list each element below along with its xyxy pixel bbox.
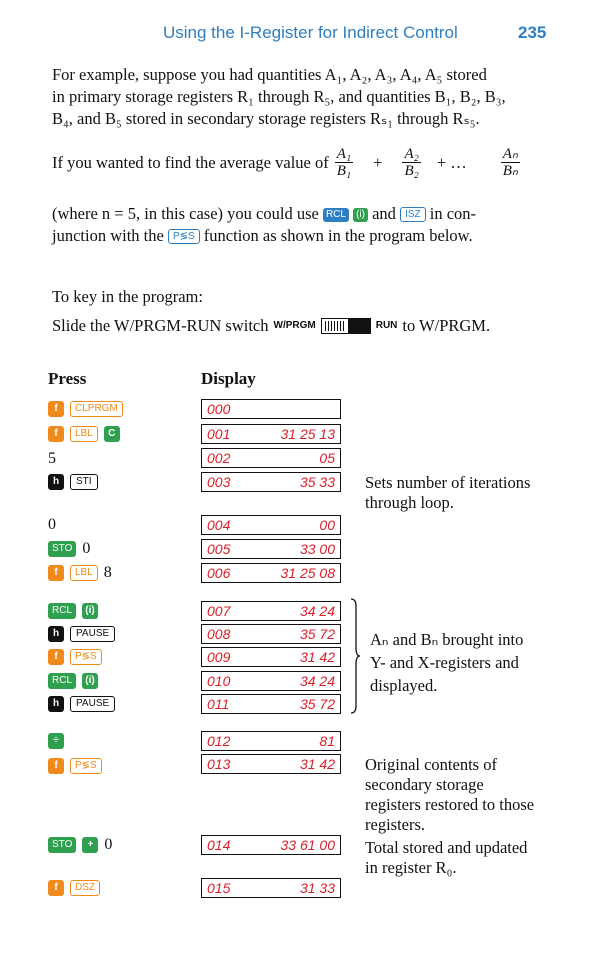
fraction-n: $\frac{\text{Aₙ}}{\text{Bₙ}}$ xyxy=(502,146,518,179)
f-key: f xyxy=(48,426,64,442)
p-s-key: P≶S xyxy=(168,229,200,244)
i-key: (i) xyxy=(82,673,98,689)
display-row-16: 015 31 33 xyxy=(201,878,341,898)
digit-0: 0 xyxy=(104,836,113,853)
fraction-2: $\frac{\text{A₂}}{\text{B₂}}$ xyxy=(404,146,419,179)
display-row-5: 004 00 xyxy=(201,515,341,535)
press-row-14 xyxy=(48,756,102,776)
plus-sign: + xyxy=(373,152,383,172)
display-row-6: 005 33 00 xyxy=(201,539,341,559)
press-row-3 xyxy=(48,449,56,469)
note-total: Total stored and updated in register R₀. xyxy=(365,838,528,877)
sto-key: STO xyxy=(48,541,76,557)
f-key: f xyxy=(48,758,64,774)
c-key: C xyxy=(104,426,120,442)
page-number: 235 xyxy=(518,23,547,42)
digit-0: 0 xyxy=(48,516,56,533)
display-row-11: 010 34 24 xyxy=(201,671,341,691)
running-header-title: Using the I-Register for Indirect Control xyxy=(163,23,458,42)
display-row-2: 001 31 25 13 xyxy=(201,424,341,444)
press-row-4 xyxy=(48,472,98,492)
where-line-1: (where n = 5, in this case) you could use RCL (i) and ISZ in con- xyxy=(52,204,477,223)
h-key: h xyxy=(48,626,64,642)
display-row-4: 003 35 33 xyxy=(201,472,341,492)
intro-line-2: in primary storage registers R₁ through R₅, and quantities B₁, B₂, B₃, xyxy=(52,87,506,106)
p-s-key: P≶S xyxy=(70,758,102,774)
press-row-7 xyxy=(48,563,112,583)
note-iterations: Sets number of iterations through loop. xyxy=(365,473,531,512)
display-row-7: 006 31 25 08 xyxy=(201,563,341,583)
display-row-13: 012 81 xyxy=(201,731,341,751)
sto-key: STO xyxy=(48,837,76,853)
f-key: f xyxy=(48,880,64,896)
clprgm-key: CLPRGM xyxy=(70,401,123,417)
display-row-1: 000 xyxy=(201,399,341,419)
display-row-8: 007 34 24 xyxy=(201,601,341,621)
press-row-16 xyxy=(48,878,100,898)
rcl-key: RCL xyxy=(323,208,349,222)
i-key: (i) xyxy=(353,208,368,222)
press-row-10 xyxy=(48,647,102,667)
f-key: f xyxy=(48,649,64,665)
isz-key: ISZ xyxy=(400,207,426,222)
press-column-header: Press xyxy=(48,369,87,388)
sti-key: STI xyxy=(70,474,98,490)
lbl-key: LBL xyxy=(70,565,98,581)
digit-0: 0 xyxy=(82,540,91,557)
display-row-10: 009 31 42 xyxy=(201,647,341,667)
key-in-heading: To key in the program: xyxy=(52,287,203,306)
press-row-6 xyxy=(48,539,90,559)
p-s-key: P≶S xyxy=(70,649,102,665)
wprgm-run-switch xyxy=(321,318,371,334)
intro-line-3: B₄, and B₅ stored in secondary storage registers Rₛ₁ through Rₛ₅. xyxy=(52,109,480,128)
press-row-5 xyxy=(48,515,56,535)
plus-ellipsis: + … xyxy=(436,152,467,172)
intro-line-1: For example, suppose you had quantities A₁, A₂, A₃, A₄, A₅ stored xyxy=(52,65,487,84)
f-key: f xyxy=(48,565,64,581)
lbl-key: LBL xyxy=(70,426,98,442)
slide-instruction: Slide the W/PRGM-RUN switch W/PRGM RUN to W/PRGM. xyxy=(52,316,491,335)
formula-lead: If you wanted to find the average value of xyxy=(52,152,329,172)
press-row-13 xyxy=(48,731,64,751)
h-key: h xyxy=(48,474,64,490)
press-row-9 xyxy=(48,624,115,644)
pause-key: PAUSE xyxy=(70,626,115,642)
where-line-2: junction with the P≶S function as shown in the program below. xyxy=(52,226,473,245)
digit-8: 8 xyxy=(103,564,112,581)
note-restored: Original contents of secondary storage registers restored to those registers. xyxy=(365,755,535,834)
display-row-12: 011 35 72 xyxy=(201,694,341,714)
display-row-14: 013 31 42 xyxy=(201,754,341,774)
f-key: f xyxy=(48,401,64,417)
divide-key: ÷ xyxy=(48,733,64,749)
press-row-2 xyxy=(48,424,120,444)
rcl-key: RCL xyxy=(48,603,76,619)
display-row-15: 014 33 61 00 xyxy=(201,835,341,855)
grouping-brace xyxy=(350,598,360,714)
display-row-9: 008 35 72 xyxy=(201,624,341,644)
i-key: (i) xyxy=(82,603,98,619)
press-row-1 xyxy=(48,399,123,419)
digit-5: 5 xyxy=(48,450,56,467)
note-registers: Aₙ and Bₙ brought into Y- and X-registers and displayed. xyxy=(370,630,524,695)
press-row-11 xyxy=(48,671,98,691)
press-row-12 xyxy=(48,694,115,714)
fraction-1: $\frac{\text{A₁}}{\text{B₁}}$ xyxy=(336,146,352,179)
press-row-8 xyxy=(48,601,98,621)
press-row-15 xyxy=(48,835,112,855)
rcl-key: RCL xyxy=(48,673,76,689)
h-key: h xyxy=(48,696,64,712)
dsz-key: DSZ xyxy=(70,880,100,896)
pause-key: PAUSE xyxy=(70,696,115,712)
display-column-header: Display xyxy=(201,369,256,388)
plus-key: + xyxy=(82,837,98,853)
display-row-3: 002 05 xyxy=(201,448,341,468)
average-formula xyxy=(52,146,520,179)
